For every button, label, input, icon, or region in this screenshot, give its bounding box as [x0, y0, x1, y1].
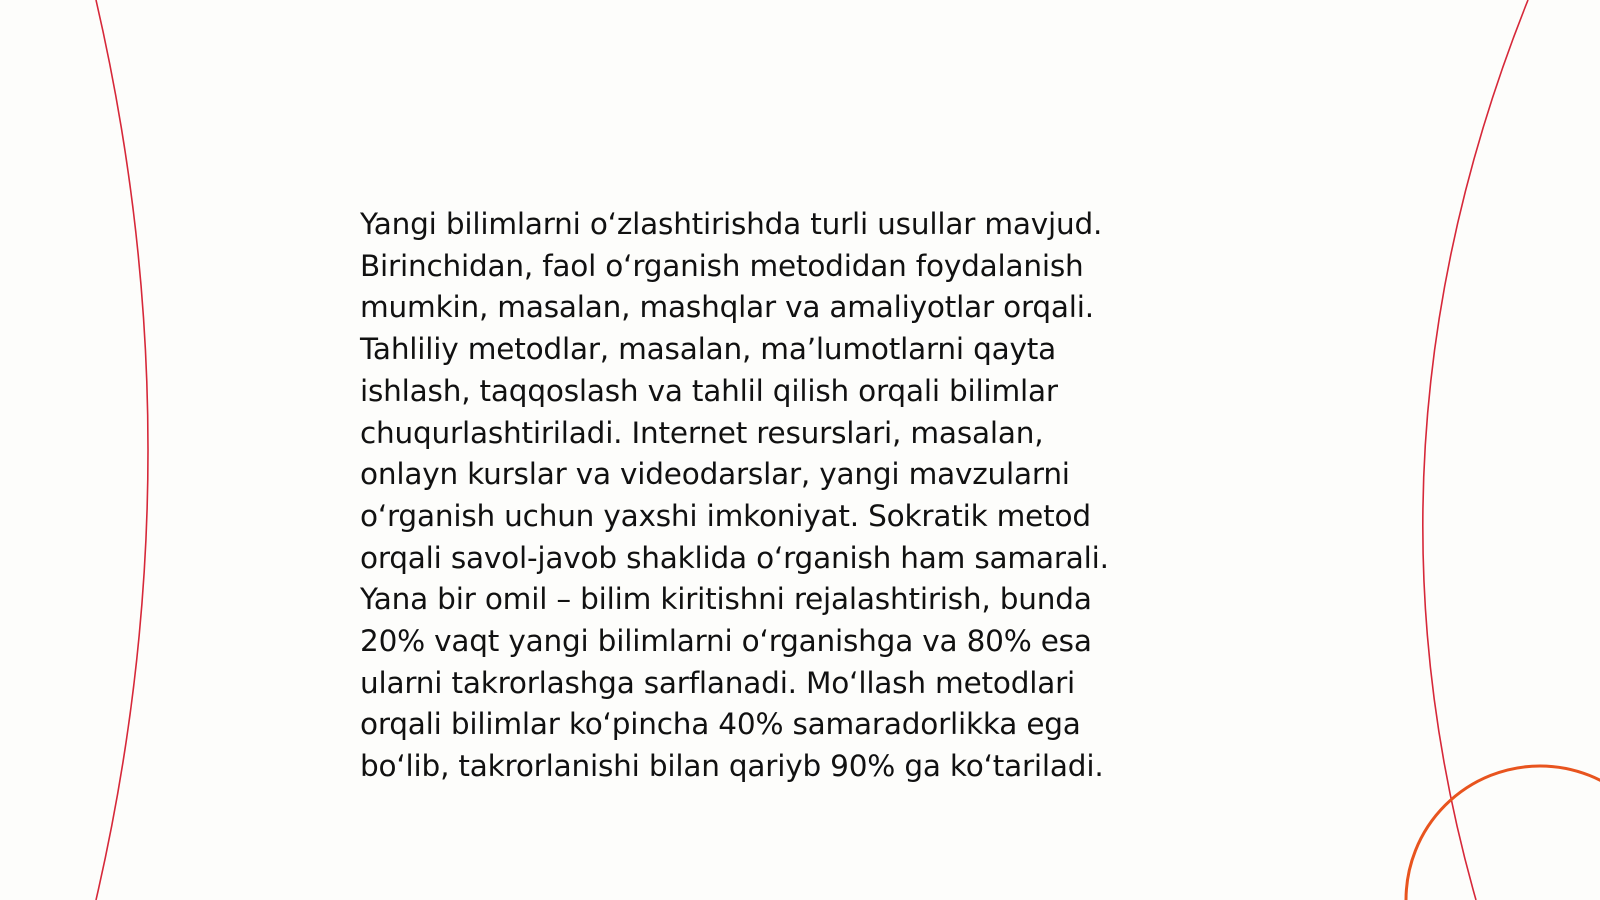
text-line: Birinchidan, faol o‘rganish metodidan foydalanish [360, 248, 1084, 283]
text-line: Yangi bilimlarni o‘zlashtirishda turli usullar mavjud. [360, 207, 1103, 241]
text-line: orqali savol-javob shaklida o‘rganish ham samarali. [360, 540, 1109, 575]
text-line: orqali bilimlar ko‘pincha 40% samaradorlikka ega [360, 707, 1081, 742]
text-line: ularni takrorlashga sarflanadi. Mo‘llash metodlari [360, 665, 1076, 700]
text-line: o‘rganish uchun yaxshi imkoniyat. Sokratik metod [360, 498, 1091, 533]
left-arc-line [96, 0, 148, 900]
corner-orange-ring [1406, 766, 1600, 900]
slide-body-text [360, 204, 1240, 788]
text-line: mumkin, masalan, mashqlar va amaliyotlar orqali. [360, 290, 1094, 325]
right-arc-line [1423, 0, 1528, 900]
text-line: onlayn kurslar va videodarslar, yangi mavzularni [360, 457, 1070, 492]
text-line: Tahliliy metodlar, masalan, ma’lumotlarni qayta [360, 332, 1056, 367]
text-line: Yana bir omil – bilim kiritishni rejalashtirish, bunda [360, 582, 1092, 617]
text-line: bo‘lib, takrorlanishi bilan qariyb 90% ga ko‘tariladi. [360, 749, 1104, 784]
text-line: ishlash, taqqoslash va tahlil qilish orqali bilimlar [360, 373, 1058, 408]
text-line: 20% vaqt yangi bilimlarni o‘rganishga va 80% esa [360, 624, 1092, 659]
text-line: chuqurlashtiriladi. Internet resurslari, masalan, [360, 415, 1044, 450]
